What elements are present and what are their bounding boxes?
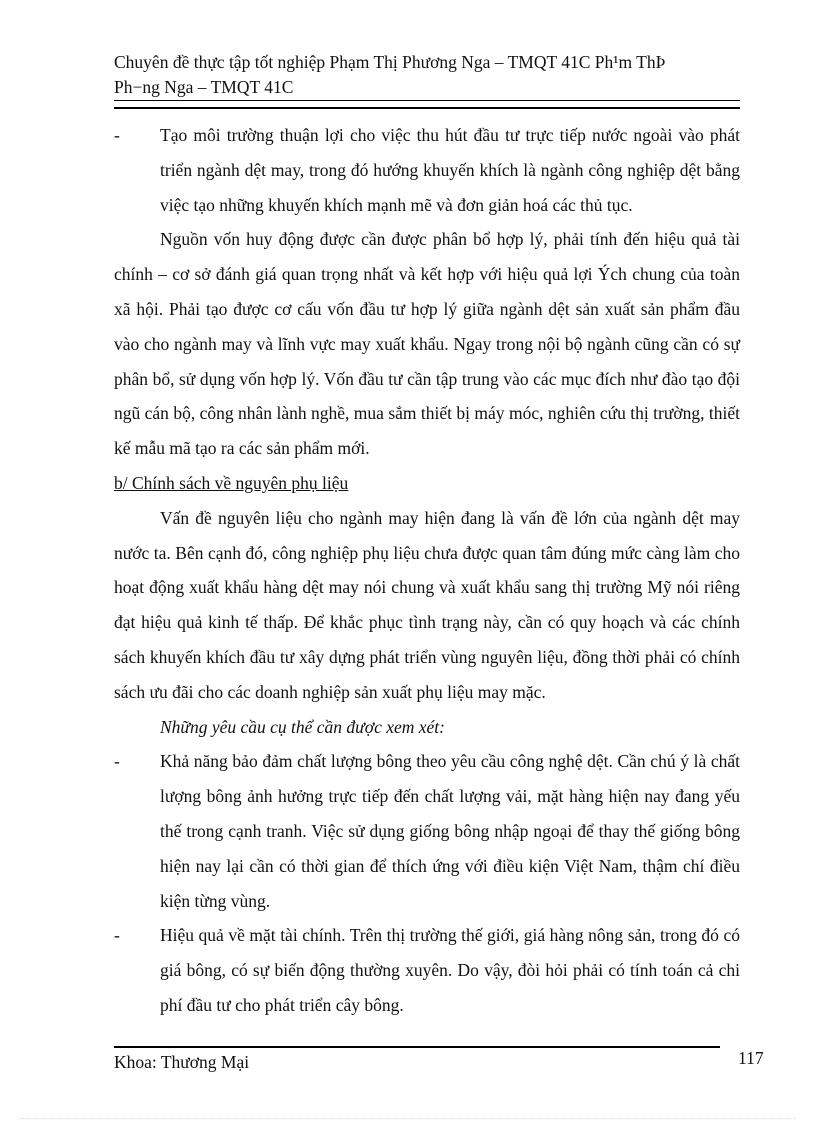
bullet-dash: - [114,125,120,145]
bullet-dash: - [114,751,120,772]
paragraph-raw-materials: Vấn đề nguyên liệu cho ngành may hiện đang là vấn đề lớn của ngành dệt may nước ta. Bên cạnh đó, công nghiệp phụ liệu chưa được quan tâm đúng mức càng làm cho hoạt động xuất khẩu hàng dệt may nói chung và xuất khẩu sang thị trường Mỹ nói riêng đạt hiệu quả kinh tế thấp. Để khắc phục tình trạng này, cần có quy hoạch và các chính sách khuyến khích đầu tư xây dựng phát triển vùng nguyên liệu, đồng thời phải có chính sách ưu đãi cho các doanh nghiệp sản xuất phụ liệu may mặc. [114,507,740,702]
paragraph-capital-allocation: Nguồn vốn huy động được cần được phân bổ hợp lý, phải tính đến hiệu quả tài chính – cơ sở đánh giá quan trọng nhất và kết hợp với hiệu quả lợi Ých chung của toàn xã hội. Phải tạo được cơ cấu vốn đầu tư hợp lý giữa ngành dệt sản xuất sản phẩm đầu vào cho ngành may và lĩnh vực may xuất khẩu. Ngay trong nội bộ ngành cũng cần có sự phân bổ, sử dụng vốn hợp lý. Vốn đầu tư cần tập trung vào các mục đích như đào tạo đội ngũ cán bộ, công nhân lành nghề, mua sắm thiết bị máy móc, nghiên cứu thị trường, thiết kế mẫu mã tạo ra các sản phẩm mới. [114,229,740,459]
footer-rule [114,1046,720,1048]
page-bottom-dotted-border [20,1118,796,1119]
header-double-rule [114,100,740,109]
bullet-text: Hiệu quả về mặt tài chính. Trên thị trường thế giới, giá hàng nông sản, trong đó có giá bông, có sự biến động thường xuyên. Do vậy, đòi hỏi phải có tính toán cả chi phí đầu tư cho phát triển cây bông. [160,925,740,1015]
footer-faculty: Khoa: Thương Mại [114,1052,250,1072]
bullet-dash: - [114,925,120,946]
italic-subheading-requirements: Những yêu cầu cụ thể cần được xem xét: [160,716,445,737]
bullet-item-investment [114,118,740,222]
page-number: 117 [738,1048,764,1068]
page-header [114,50,740,100]
bullet-item-financial-efficiency [114,918,740,1022]
bullet-text: Khả năng bảo đảm chất lượng bông theo yêu cầu công nghệ dệt. Cần chú ý là chất lượng bông ảnh hưởng trực tiếp đến chất lượng vải, mặt hàng hiện nay đang yếu thế trong cạnh tranh. Việc sử dụng giống bông nhập ngoại để thay thế giống bông hiện nay lại cần có thời gian để thích ứng với điều kiện Việt Nam, thậm chí điều kiện từng vùng. [160,751,740,911]
bullet-item-cotton-quality [114,744,740,918]
header-line-1: Chuyên đề thực tập tốt nghiệp Phạm Thị Phương Nga – TMQT 41C Ph¹m ThÞ [114,52,666,72]
bullet-text: Tạo môi trường thuận lợi cho việc thu hút đầu tư trực tiếp nước ngoài vào phát triển ngành dệt may, trong đó hướng khuyến khích là ngành công nghiệp dệt bằng việc tạo những khuyến khích mạnh mẽ và đơn giản hoá các thủ tục. [160,125,740,215]
section-heading-materials-policy: b/ Chính sách về nguyên phụ liệu [114,472,349,493]
page-body [114,118,740,1023]
header-line-2: Ph−ng Nga – TMQT 41C [114,77,294,97]
